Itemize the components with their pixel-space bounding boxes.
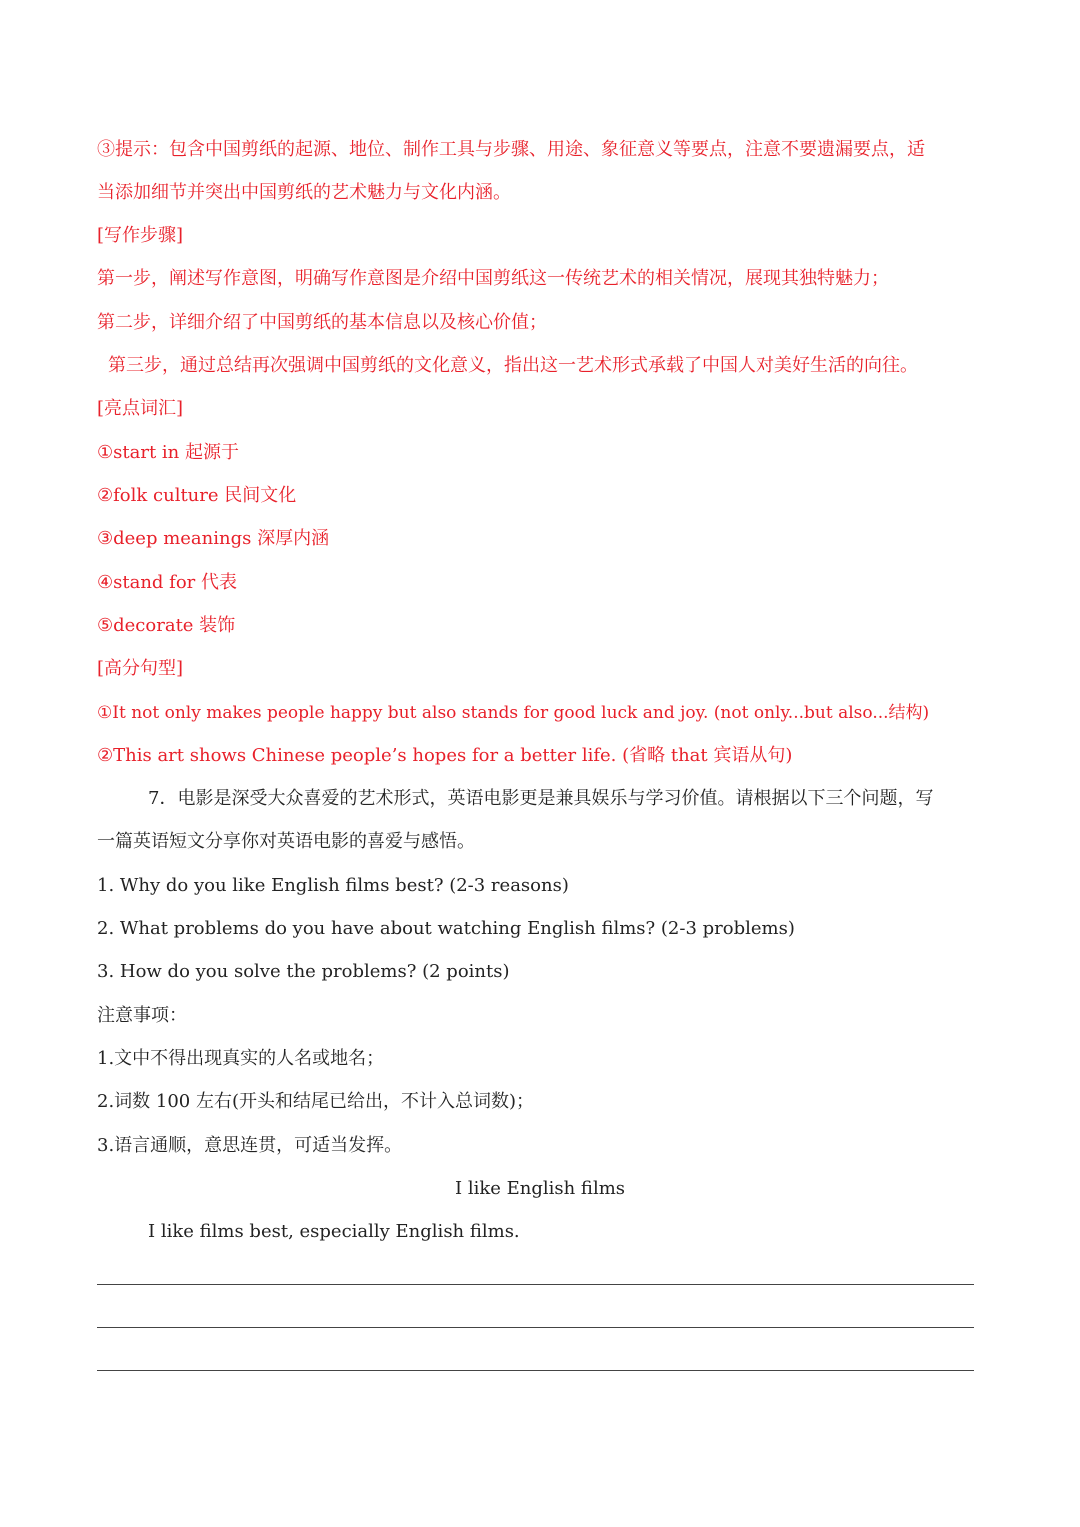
vocab-item: ④stand for 代表 [97,572,238,593]
writing-step-1: 第一步，阐述写作意图，明确写作意图是介绍中国剪纸这一传统艺术的相关情况，展现其独特魅力； [97,268,889,289]
question-7-intro-line-2: 一篇英语短文分享你对英语电影的喜爱与感悟。 [97,831,475,852]
essay-title: I like English films [454,1178,625,1199]
vocab-item: ⑤decorate 装饰 [97,615,236,636]
answer-line[interactable] [97,1370,974,1371]
writing-step-2: 第二步，详细介绍了中国剪纸的基本信息以及核心价值； [97,312,547,333]
prompt-question: 1. Why do you like English films best? (2-3 reasons) [97,875,569,896]
hint-line-1: ③提示：包含中国剪纸的起源、地位、制作工具与步骤、用途、象征意义等要点，注意不要遗漏要点，适 [97,139,925,160]
vocab-item: ②folk culture 民间文化 [97,485,297,506]
answer-line[interactable] [97,1327,974,1328]
vocab-heading: [亮点词汇] [97,398,184,419]
sentences-heading: [高分句型] [97,658,184,679]
vocab-item: ③deep meanings 深厚内涵 [97,528,330,549]
essay-opening: I like films best, especially English films. [148,1221,520,1242]
writing-steps-heading: [写作步骤] [97,225,184,246]
sentence-pattern: ②This art shows Chinese people’s hopes for a better life. (省略 that 宾语从句) [97,745,793,766]
prompt-question: 2. What problems do you have about watching English films? (2-3 problems) [97,918,795,939]
notes-heading: 注意事项： [97,1005,187,1026]
vocab-item: ①start in 起源于 [97,442,239,463]
note-item: 2.词数 100 左右(开头和结尾已给出，不计入总词数)； [97,1091,535,1112]
question-7-intro-line-1: 7．电影是深受大众喜爱的艺术形式，英语电影更是兼具娱乐与学习价值。请根据以下三个问题，写 [148,788,934,809]
note-item: 3.语言通顺，意思连贯，可适当发挥。 [97,1135,403,1156]
hint-line-2: 当添加细节并突出中国剪纸的艺术魅力与文化内涵。 [97,182,511,203]
note-item: 1.文中不得出现真实的人名或地名； [97,1048,385,1069]
answer-line[interactable] [97,1284,974,1285]
writing-step-3: 第三步，通过总结再次强调中国剪纸的文化意义，指出这一艺术形式承载了中国人对美好生活的向往。 [108,355,918,376]
sentence-pattern: ①It not only makes people happy but also stands for good luck and joy. (not only...but also...结构) [97,703,930,723]
prompt-question: 3. How do you solve the problems? (2 points) [97,961,510,982]
